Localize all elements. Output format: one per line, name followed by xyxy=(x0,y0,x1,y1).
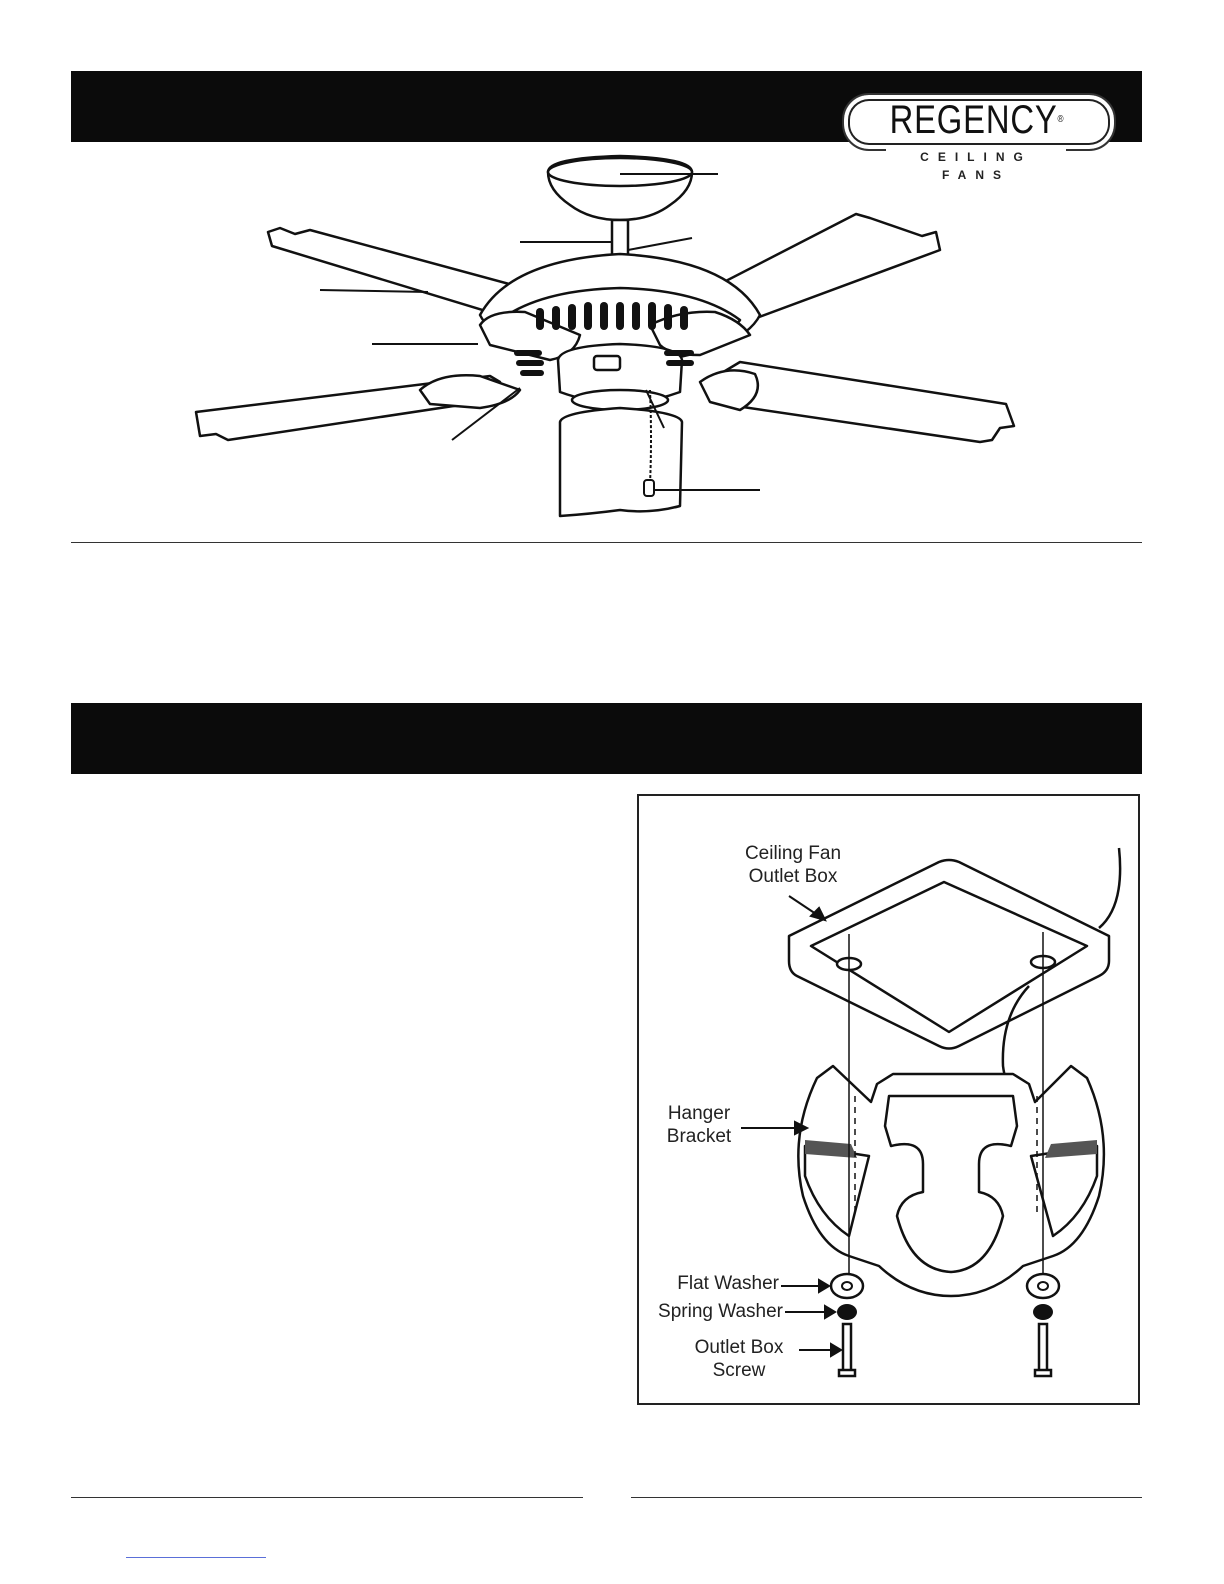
outlet-box-screw-left xyxy=(843,1324,851,1374)
fan-parts-illustration xyxy=(180,150,1040,530)
label-outlet-box-screw xyxy=(683,1336,795,1382)
footer-divider-right xyxy=(631,1497,1142,1498)
blade-iron-front-left xyxy=(420,375,520,408)
supply-wire xyxy=(1099,848,1120,928)
label-screw-line2: Screw xyxy=(712,1360,766,1381)
label-ceiling-fan-outlet-box xyxy=(723,842,863,888)
blade-right-front xyxy=(720,362,1014,442)
label-screw-line1: Outlet Box xyxy=(694,1337,784,1358)
label-hanger-line2: Bracket xyxy=(666,1126,732,1147)
footer-divider-left xyxy=(71,1497,583,1498)
leader-hanger-ball xyxy=(628,238,692,250)
label-hanger-bracket xyxy=(659,1102,739,1148)
blade-iron-front-right xyxy=(700,370,758,410)
label-outlet-box-line2: Outlet Box xyxy=(748,866,838,887)
light-kit-glass xyxy=(560,408,682,516)
outlet-box-screw-right xyxy=(1039,1324,1047,1374)
label-flat-washer: Flat Washer xyxy=(677,1273,779,1294)
logo-tagline: CEILING FANS xyxy=(886,148,1066,166)
section-divider xyxy=(71,542,1142,543)
label-hanger-line1: Hanger xyxy=(667,1103,731,1124)
canopy-top xyxy=(548,158,692,186)
logo-wordmark xyxy=(863,100,1091,140)
spring-washer-right xyxy=(1033,1304,1053,1320)
logo-word-text: REGENCY xyxy=(889,98,1058,142)
label-spring-washer: Spring Washer xyxy=(658,1301,783,1322)
footer-link-underline[interactable] xyxy=(126,1557,266,1558)
hanger-bracket-figure xyxy=(637,794,1140,1405)
spring-washer-left xyxy=(837,1304,857,1320)
label-outlet-box-line1: Ceiling Fan xyxy=(744,843,842,864)
switch-knob xyxy=(594,356,620,370)
leader-blade xyxy=(320,290,428,292)
logo-registered-mark: ® xyxy=(1057,114,1065,125)
header-band-middle xyxy=(71,703,1142,774)
pull-chain-fob xyxy=(644,480,654,496)
